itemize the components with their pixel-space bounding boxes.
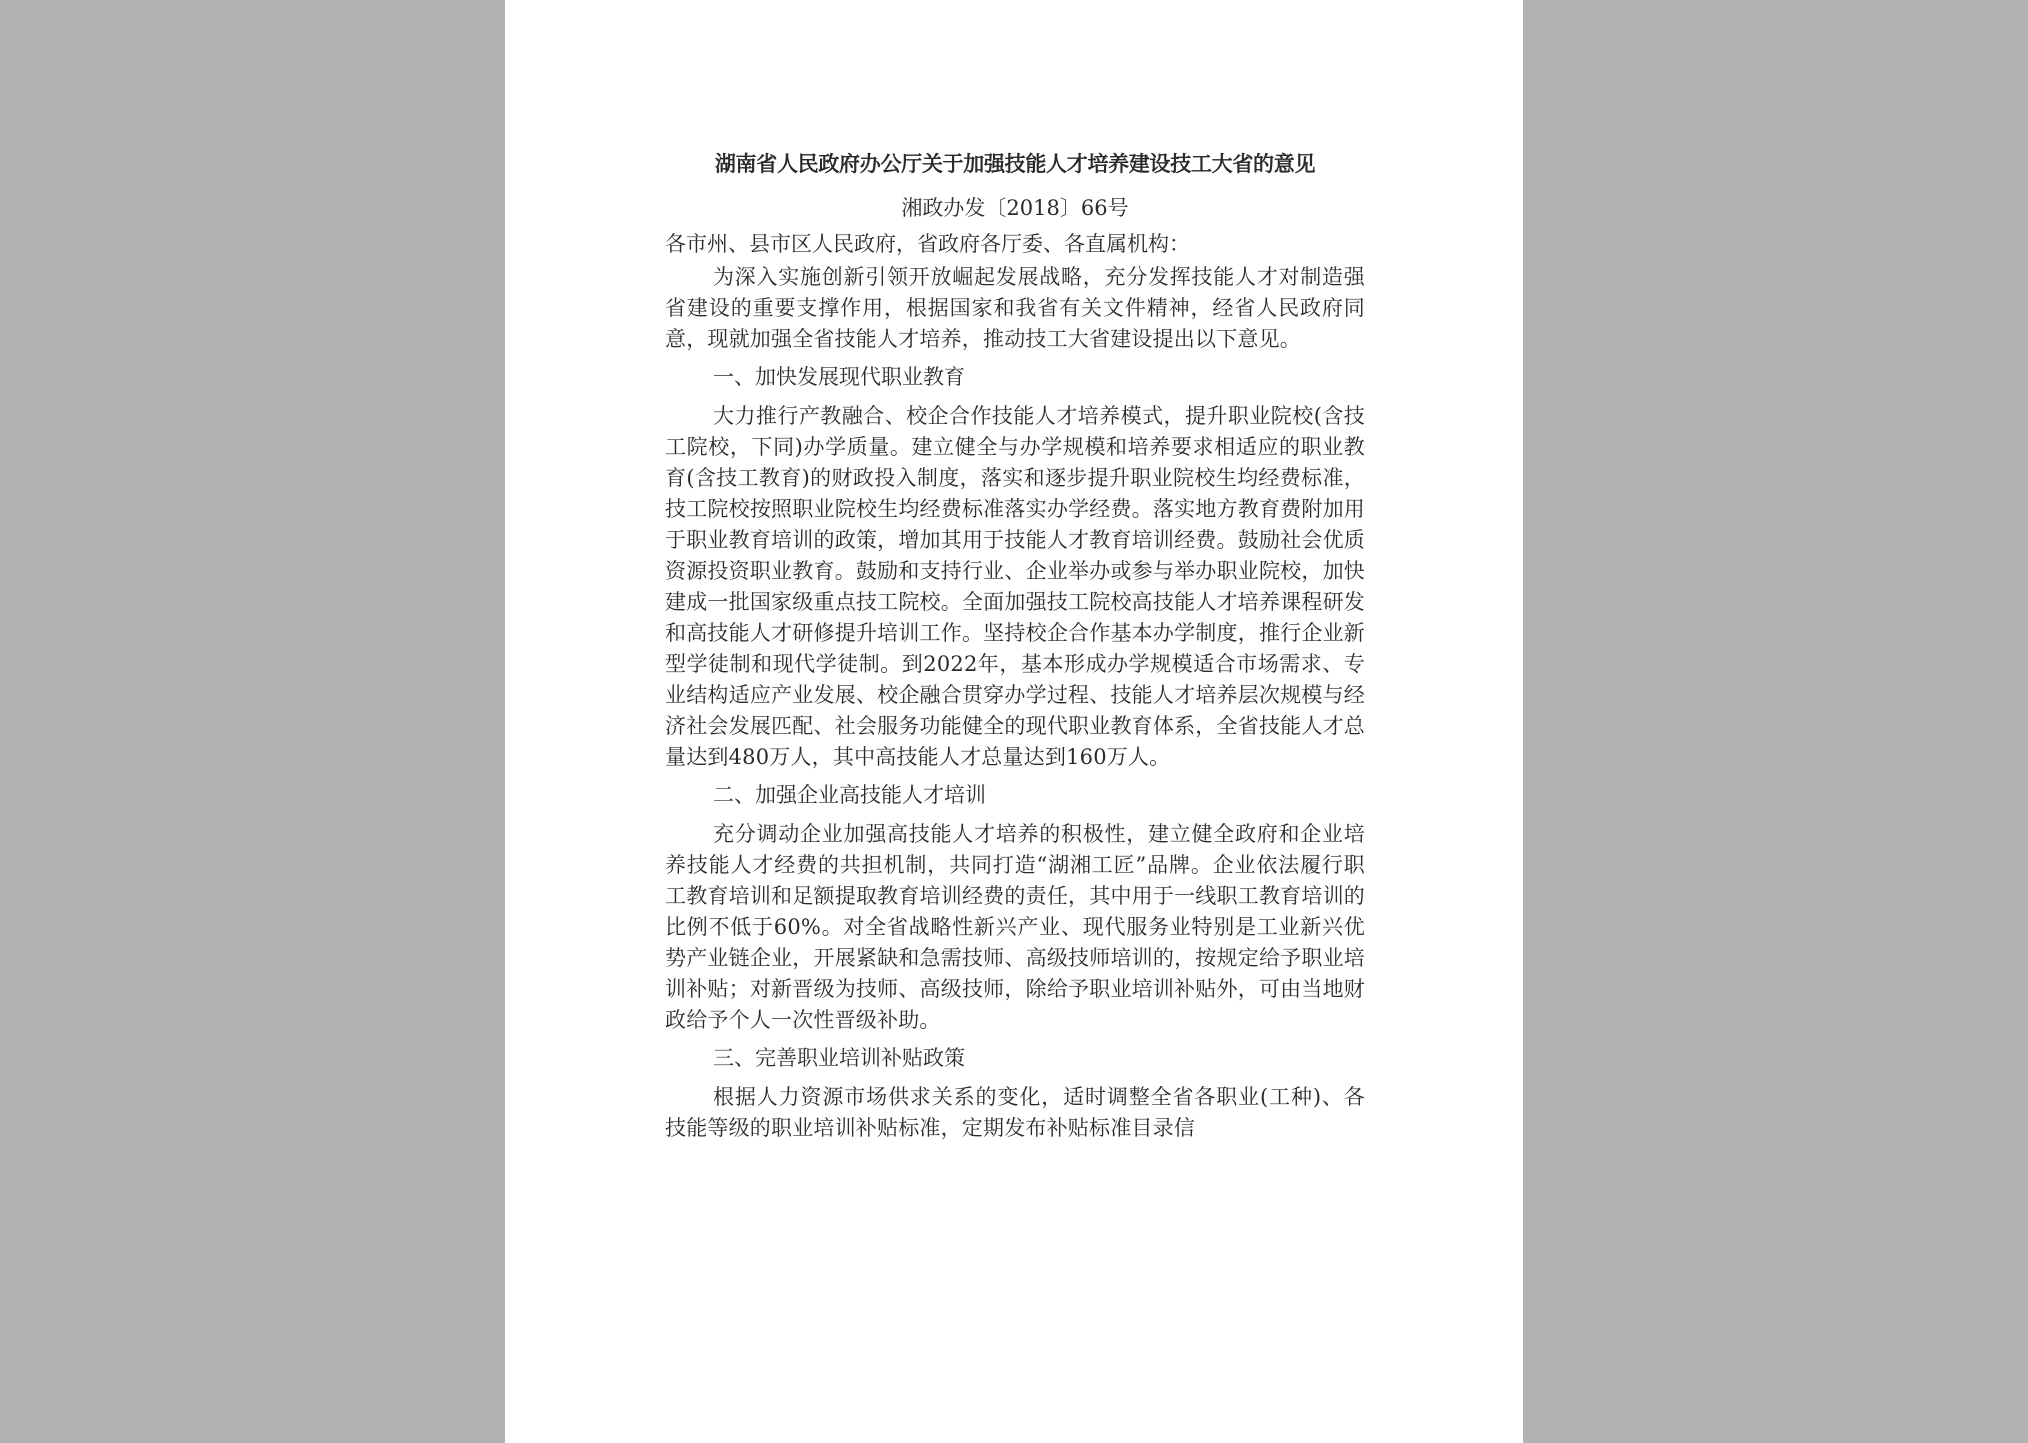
section-3-body: 根据人力资源市场供求关系的变化，适时调整全省各职业(工种)、各技能等级的职业培训补贴标准，定期发布补贴标准目录信 xyxy=(665,1085,1365,1140)
document-content xyxy=(665,147,1365,1151)
document-page xyxy=(505,0,1523,1443)
document-number: 湘政办发〔2018〕66号 xyxy=(901,196,1129,220)
section-3-heading: 三、完善职业培训补贴政策 xyxy=(713,1046,965,1070)
intro-paragraph: 为深入实施创新引领开放崛起发展战略，充分发挥技能人才对制造强省建设的重要支撑作用，根据国家和我省有关文件精神，经省人民政府同意，现就加强全省技能人才培养，推动技工大省建设提出以下意见。 xyxy=(665,265,1365,351)
salutation: 各市州、县市区人民政府，省政府各厅委、各直属机构： xyxy=(665,232,1190,256)
section-1-body: 大力推行产教融合、校企合作技能人才培养模式，提升职业院校(含技工院校，下同)办学质量。建立健全与办学规模和培养要求相适应的职业教育(含技工教育)的财政投入制度，落实和逐步提升职业院校生均经费标准，技工院校按照职业院校生均经费标准落实办学经费。落实地方教育费附加用于职业教育培训的政策，增加其用于技能人才教育培训经费。鼓励社会优质资源投资职业教育。鼓励和支持行业、企业举办或参与举办职业院校，加快建成一批国家级重点技工院校。全面加强技工院校高技能人才培养课程研发和高技能人才研修提升培训工作。坚持校企合作基本办学制度，推行企业新型学徒制和现代学徒制。到2022年，基本形成办学规模适合市场需求、专业结构适应产业发展、校企融合贯穿办学过程、技能人才培养层次规模与经济社会发展匹配、社会服务功能健全的现代职业教育体系，全省技能人才总量达到480万人，其中高技能人才总量达到160万人。 xyxy=(665,404,1365,769)
section-1-heading: 一、加快发展现代职业教育 xyxy=(713,365,965,389)
section-2-body: 充分调动企业加强高技能人才培养的积极性，建立健全政府和企业培养技能人才经费的共担机制，共同打造“湖湘工匠”品牌。企业依法履行职工教育培训和足额提取教育培训经费的责任，其中用于一线职工教育培训的比例不低于60%。对全省战略性新兴产业、现代服务业特别是工业新兴优势产业链企业，开展紧缺和急需技师、高级技师培训的，按规定给予职业培训补贴；对新晋级为技师、高级技师，除给予职业培训补贴外，可由当地财政给予个人一次性晋级补助。 xyxy=(665,822,1365,1032)
section-2-heading: 二、加强企业高技能人才培训 xyxy=(713,783,986,807)
document-title: 湖南省人民政府办公厅关于加强技能人才培养建设技工大省的意见 xyxy=(714,151,1316,176)
